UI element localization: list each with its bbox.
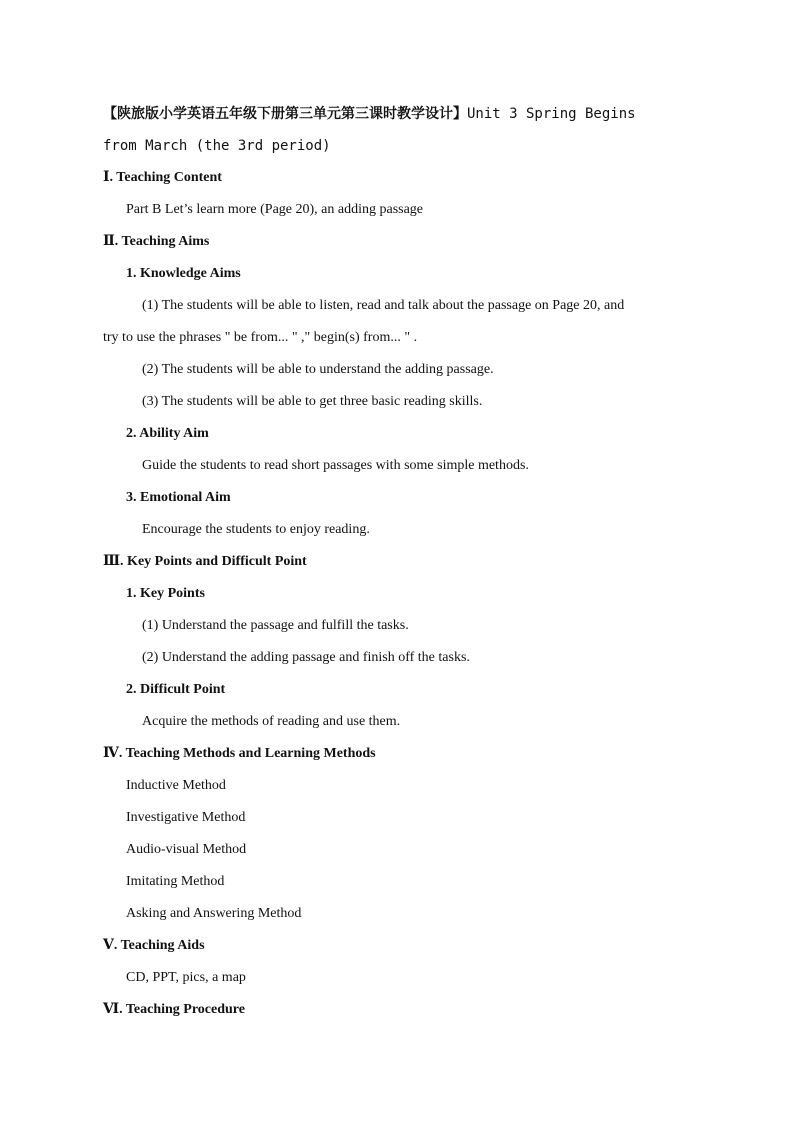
- list-item: Investigative Method: [126, 810, 246, 825]
- paragraph: (2) The students will be able to understand the adding passage.: [142, 362, 494, 377]
- subheading: 2. Difficult Point: [126, 682, 226, 697]
- section-heading-aids: Ⅴ. Teaching Aids: [103, 938, 205, 953]
- section-heading-content: Ⅰ. Teaching Content: [103, 170, 222, 185]
- document-title-line2: from March (the 3rd period): [103, 138, 331, 154]
- list-item: Inductive Method: [126, 778, 226, 793]
- document-title: [103, 104, 636, 124]
- list-item: Imitating Method: [126, 874, 225, 889]
- subheading: 1. Key Points: [126, 586, 205, 601]
- list-item: Asking and Answering Method: [126, 906, 302, 921]
- paragraph: CD, PPT, pics, a map: [126, 970, 246, 985]
- paragraph: Encourage the students to enjoy reading.: [142, 522, 370, 537]
- paragraph: (1) Understand the passage and fulfill the tasks.: [142, 618, 409, 633]
- paragraph: try to use the phrases " be from... " ," begin(s) from... " .: [103, 330, 418, 345]
- paragraph: Guide the students to read short passages with some simple methods.: [142, 458, 529, 473]
- title-chinese: 【陕旅版小学英语五年级下册第三单元第三课时教学设计】: [103, 106, 467, 122]
- section-heading-methods: Ⅳ. Teaching Methods and Learning Methods: [103, 746, 376, 761]
- section-heading-aims: Ⅱ. Teaching Aims: [103, 234, 210, 249]
- subheading: 2. Ability Aim: [126, 426, 209, 441]
- section-heading-procedure: Ⅵ. Teaching Procedure: [103, 1002, 245, 1017]
- paragraph: (2) Understand the adding passage and finish off the tasks.: [142, 650, 470, 665]
- paragraph: (1) The students will be able to listen, read and talk about the passage on Page 20, and: [142, 298, 625, 313]
- paragraph: (3) The students will be able to get three basic reading skills.: [142, 394, 483, 409]
- paragraph: Part B Let’s learn more (Page 20), an adding passage: [126, 202, 424, 217]
- section-heading-key-points: Ⅲ. Key Points and Difficult Point: [103, 554, 307, 569]
- subheading: 3. Emotional Aim: [126, 490, 231, 505]
- title-english: Unit 3 Spring Begins: [467, 106, 636, 122]
- paragraph: Acquire the methods of reading and use them.: [142, 714, 401, 729]
- list-item: Audio-visual Method: [126, 842, 247, 857]
- subheading: 1. Knowledge Aims: [126, 266, 241, 281]
